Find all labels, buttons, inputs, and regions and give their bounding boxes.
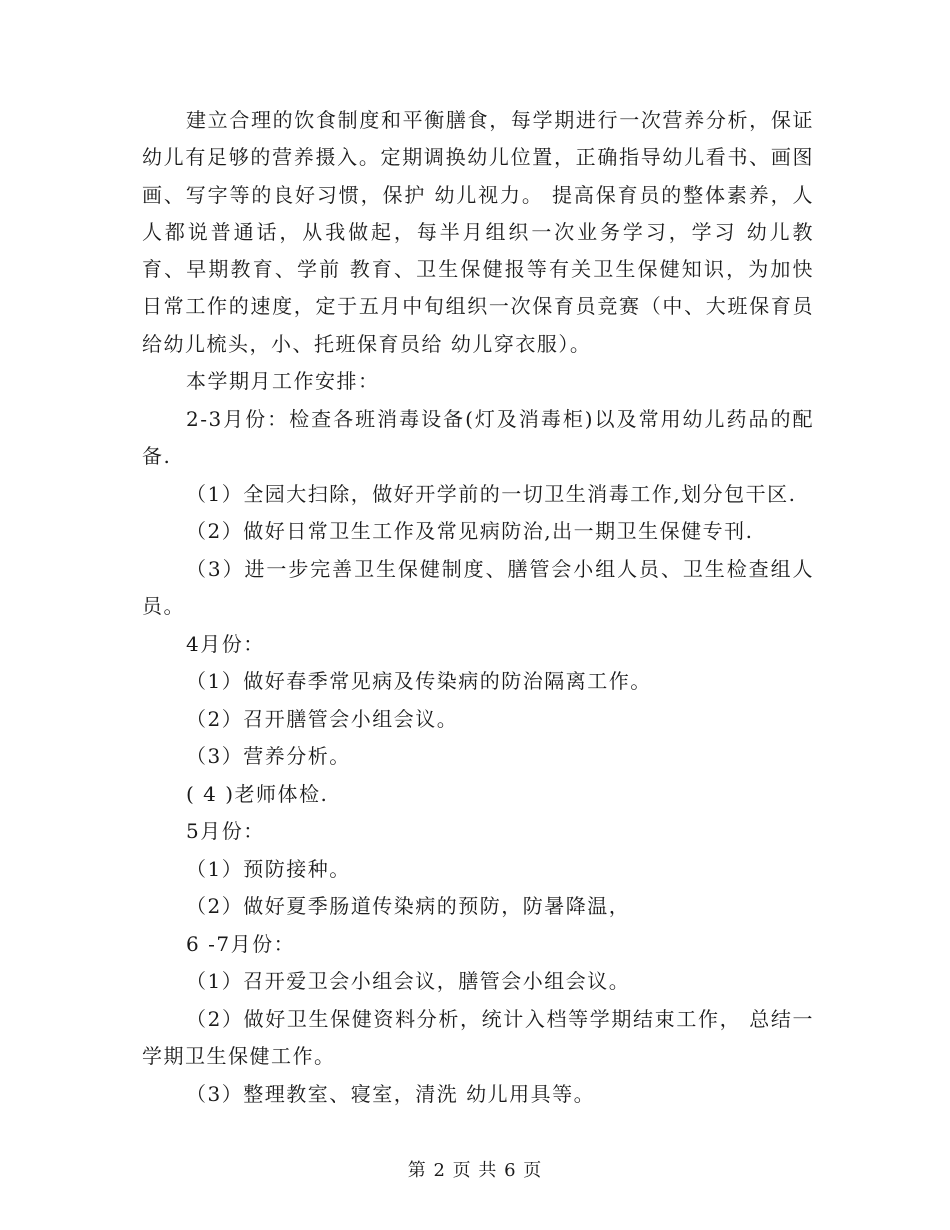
paragraph: 5月份： <box>186 819 265 844</box>
paragraph: ( 4 )老师体检. <box>186 781 329 806</box>
paragraph: 4月份： <box>186 631 265 656</box>
paragraph: 2-3月份：检查各班消毒设备(灯及消毒柜)以及常用幼儿药品的配备. <box>142 406 814 469</box>
paragraph: （1）做好春季常见病及传染病的防治隔离工作。 <box>186 669 652 694</box>
paragraph: 本学期月工作安排： <box>186 369 380 394</box>
paragraph: 建立合理的饮食制度和平衡膳食，每学期进行一次营养分析，保证幼儿有足够的营养摄入。定期调换幼儿位置，正确指导幼儿看书、画图画、写字等的良好习惯，保护 幼儿视力。 提高保育员的整体素养，人人都说普通话，从我做起，每半月组织一次业务学习，学习 幼儿教育、早期教育、学前 教育、卫生保健报等有关卫生保健知识，为加快日常工作的速度，定于五月中旬组织一次保育员竞赛（中、大班保育员给幼儿梳头，小、托班保育员给 幼儿穿衣服）。 <box>142 108 814 356</box>
paragraph: （3）整理教室、寝室，清洗 幼儿用具等。 <box>186 1081 596 1106</box>
paragraph: 6 -7月份： <box>186 931 296 956</box>
paragraph: （2）做好日常卫生工作及常见病防治,出一期卫生保健专刊. <box>186 519 754 544</box>
paragraph: （3）营养分析。 <box>186 744 351 769</box>
paragraph: （2）做好卫生保健资料分析，统计入档等学期结束工作， 总结一学期卫生保健工作。 <box>142 1006 814 1069</box>
document-body <box>142 102 814 1113</box>
page-number: 第 2 页 共 6 页 <box>407 1160 543 1181</box>
paragraph: （2）召开膳管会小组会议。 <box>186 706 459 731</box>
paragraph: （3）进一步完善卫生保健制度、膳管会小组人员、卫生检查组人员。 <box>142 556 814 619</box>
paragraph: （1）预防接种。 <box>186 856 351 881</box>
paragraph: （1）全园大扫除，做好开学前的一切卫生消毒工作,划分包干区. <box>186 481 797 506</box>
paragraph: （1）召开爱卫会小组会议，膳管会小组会议。 <box>186 969 631 994</box>
paragraph: （2）做好夏季肠道传染病的预防，防暑降温， <box>186 894 631 919</box>
